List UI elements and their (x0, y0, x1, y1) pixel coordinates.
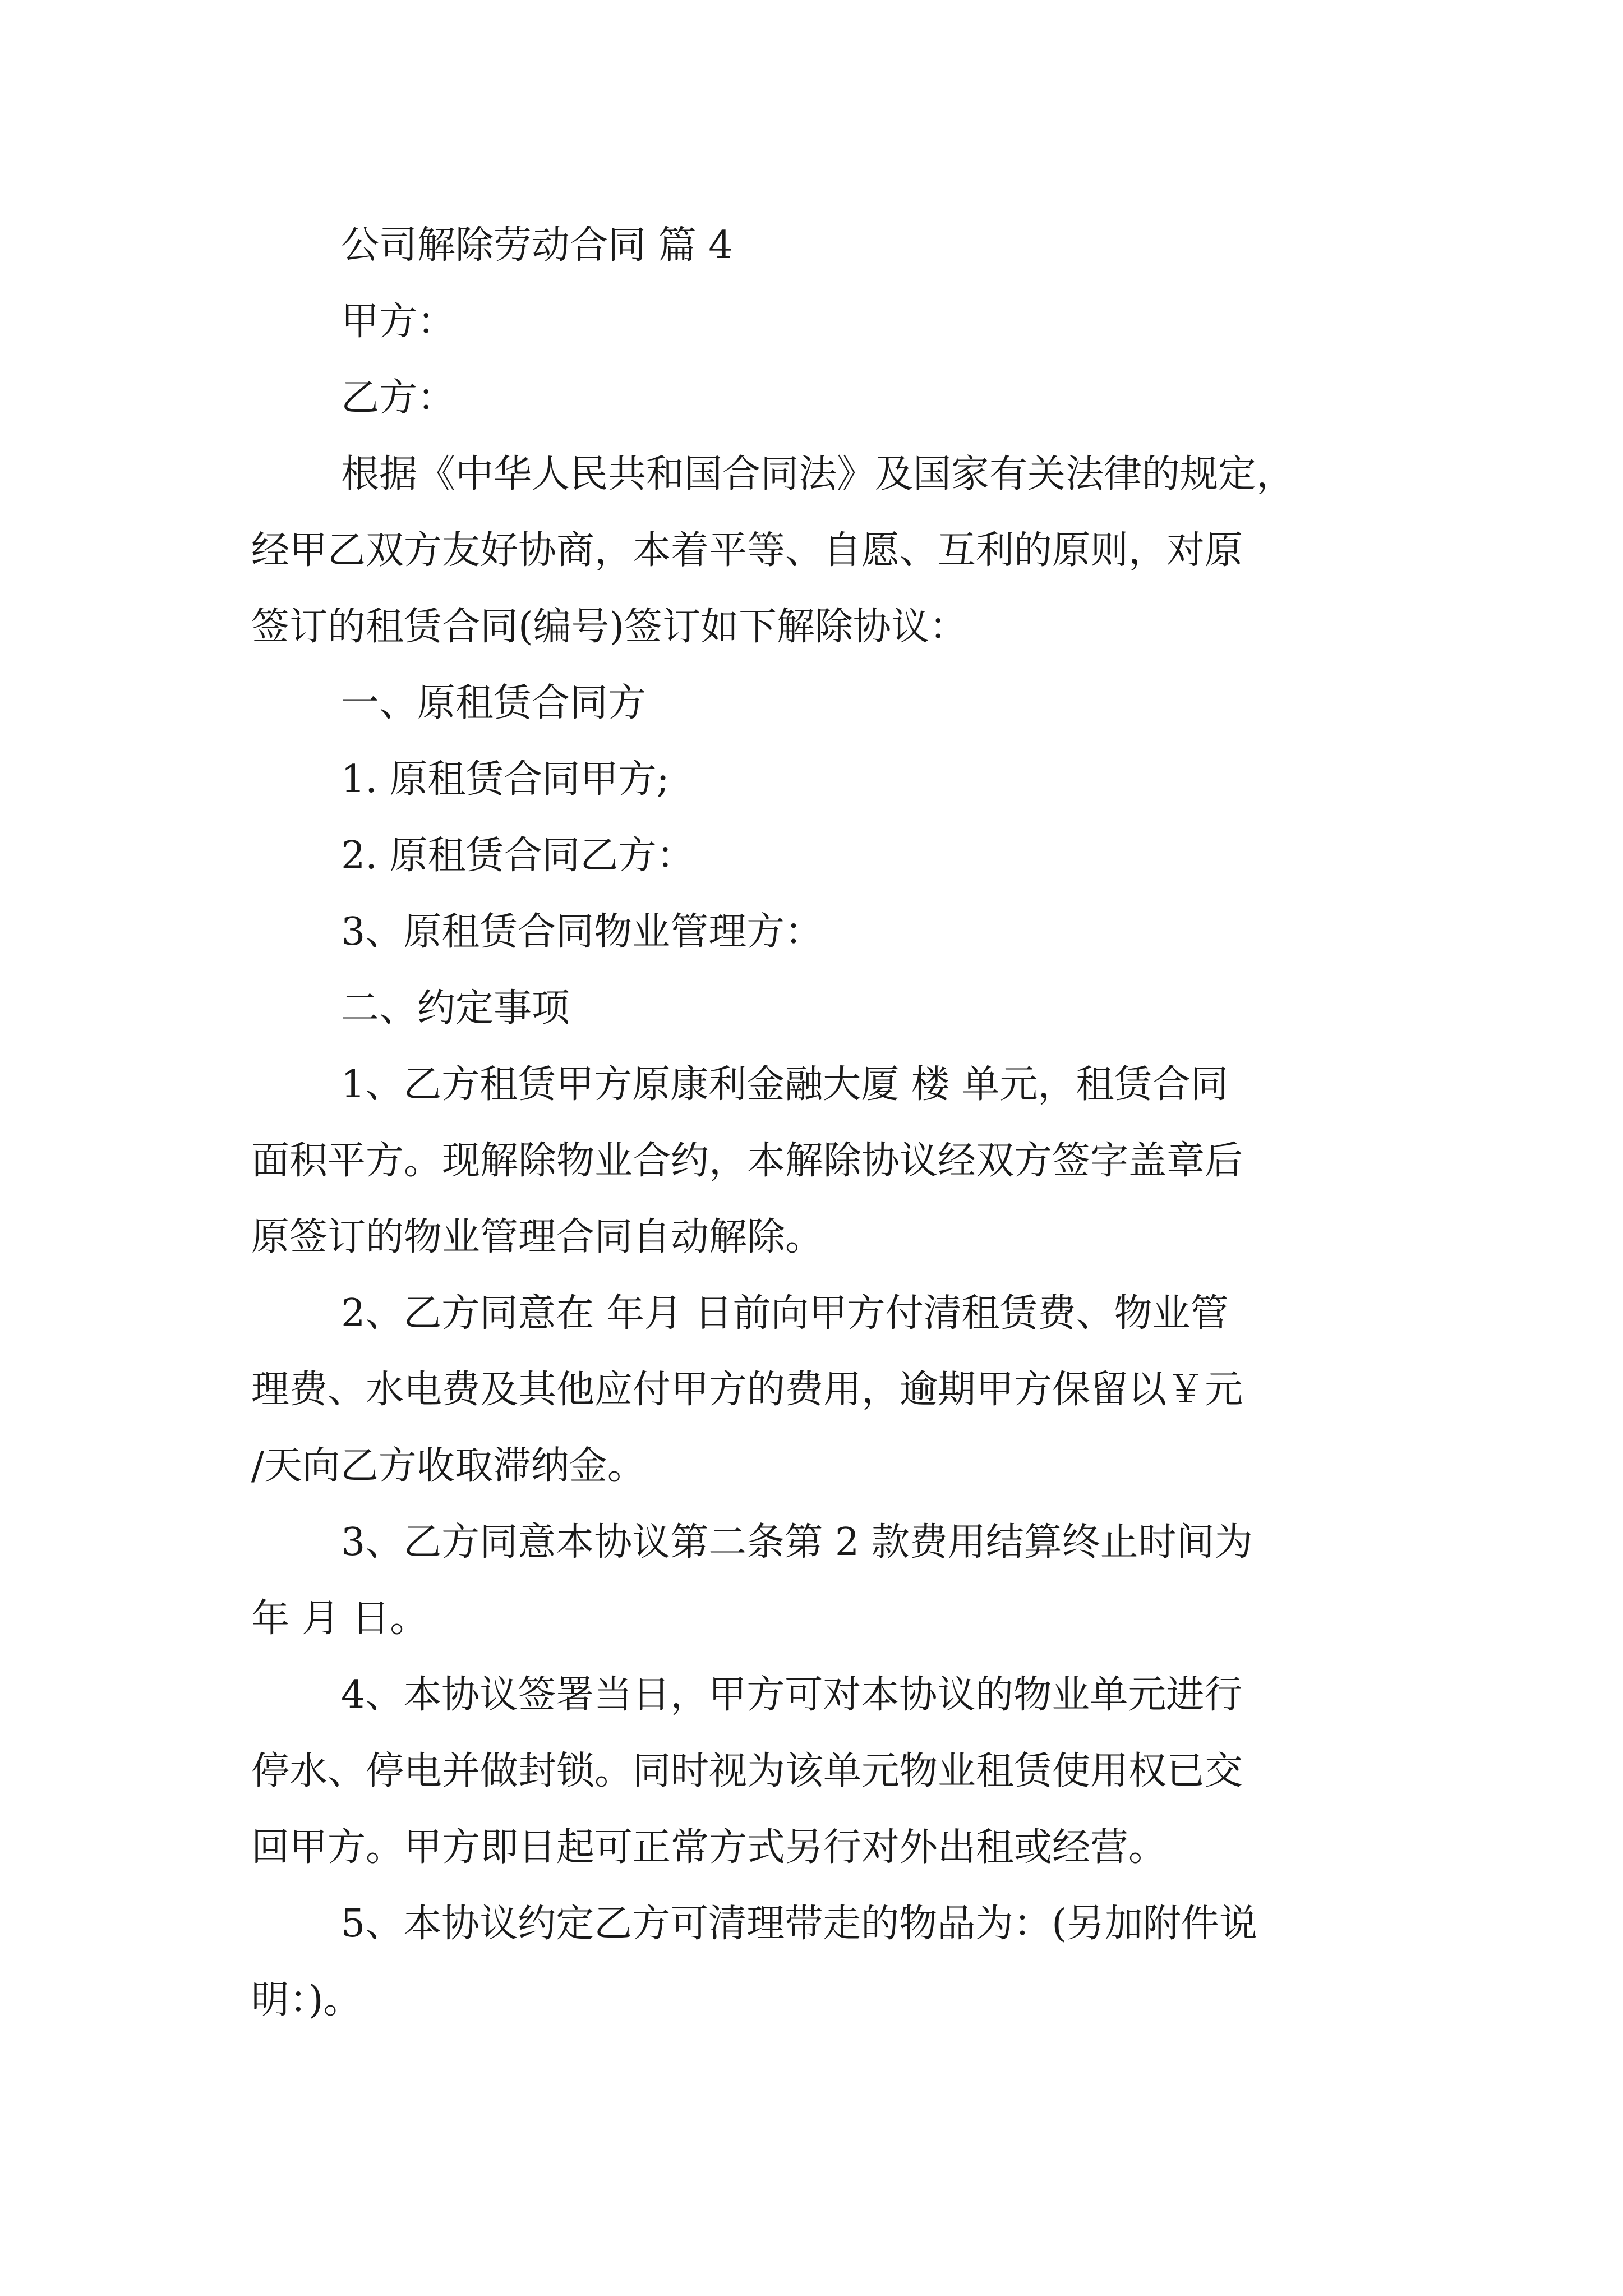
intro-line: 签订的租赁合同(编号)签订如下解除协议： (251, 605, 968, 649)
intro-paragraph (251, 436, 1384, 665)
clause-line: 原签订的物业管理合同自动解除。 (251, 1215, 824, 1259)
section1-item: 1. 原租赁合同甲方; (341, 757, 670, 802)
clause-line: 回甲方。甲方即日起可正常方式另行对外出租或经营。 (251, 1825, 1167, 1870)
clause-line: 停水、停电并做封锁。同时视为该单元物业租赁使用权已交 (251, 1749, 1243, 1793)
party-b-label: 乙方： (341, 376, 456, 420)
party-a-label: 甲方： (341, 300, 456, 344)
section1-title: 一、原租赁合同方 (341, 681, 647, 725)
clause-line: 4、本协议签署当日，甲方可对本协议的物业单元进行 (341, 1673, 1243, 1717)
clause-5 (251, 1886, 1384, 2039)
clause-line: 1、乙方租赁甲方原康利金融大厦 楼 单元，租赁合同 (341, 1062, 1229, 1107)
document-heading: 公司解除劳动合同 篇 4 (341, 223, 733, 268)
clause-3 (251, 1504, 1384, 1657)
clause-line: 明：)。 (251, 1978, 362, 2022)
intro-line: 根据《中华人民共和国合同法》及国家有关法律的规定， (341, 452, 1295, 496)
document-body (251, 208, 1384, 2039)
clause-4 (251, 1657, 1384, 1886)
clause-line: 理费、水电费及其他应付甲方的费用，逾期甲方保留以￥元 (251, 1368, 1243, 1412)
clause-2 (251, 1276, 1384, 1504)
intro-line: 经甲乙双方友好协商，本着平等、自愿、互利的原则，对原 (251, 528, 1243, 573)
clause-line: 3、乙方同意本协议第二条第 2 款费用结算终止时间为 (341, 1520, 1253, 1565)
clause-line: 2、乙方同意在 年月 日前向甲方付清租赁费、物业管 (341, 1291, 1229, 1336)
section1-item: 3、原租赁合同物业管理方： (341, 910, 823, 954)
clause-line: /天向乙方收取滞纳金。 (251, 1444, 645, 1488)
clause-line: 年 月 日。 (251, 1596, 428, 1641)
clause-1 (251, 1047, 1384, 1276)
section1-item: 2. 原租赁合同乙方： (341, 834, 695, 878)
clause-line: 5、本协议约定乙方可清理带走的物品为：(另加附件说 (341, 1902, 1257, 1946)
clause-line: 面积平方。现解除物业合约，本解除协议经双方签字盖章后 (251, 1139, 1243, 1183)
section2-title: 二、约定事项 (341, 986, 570, 1030)
